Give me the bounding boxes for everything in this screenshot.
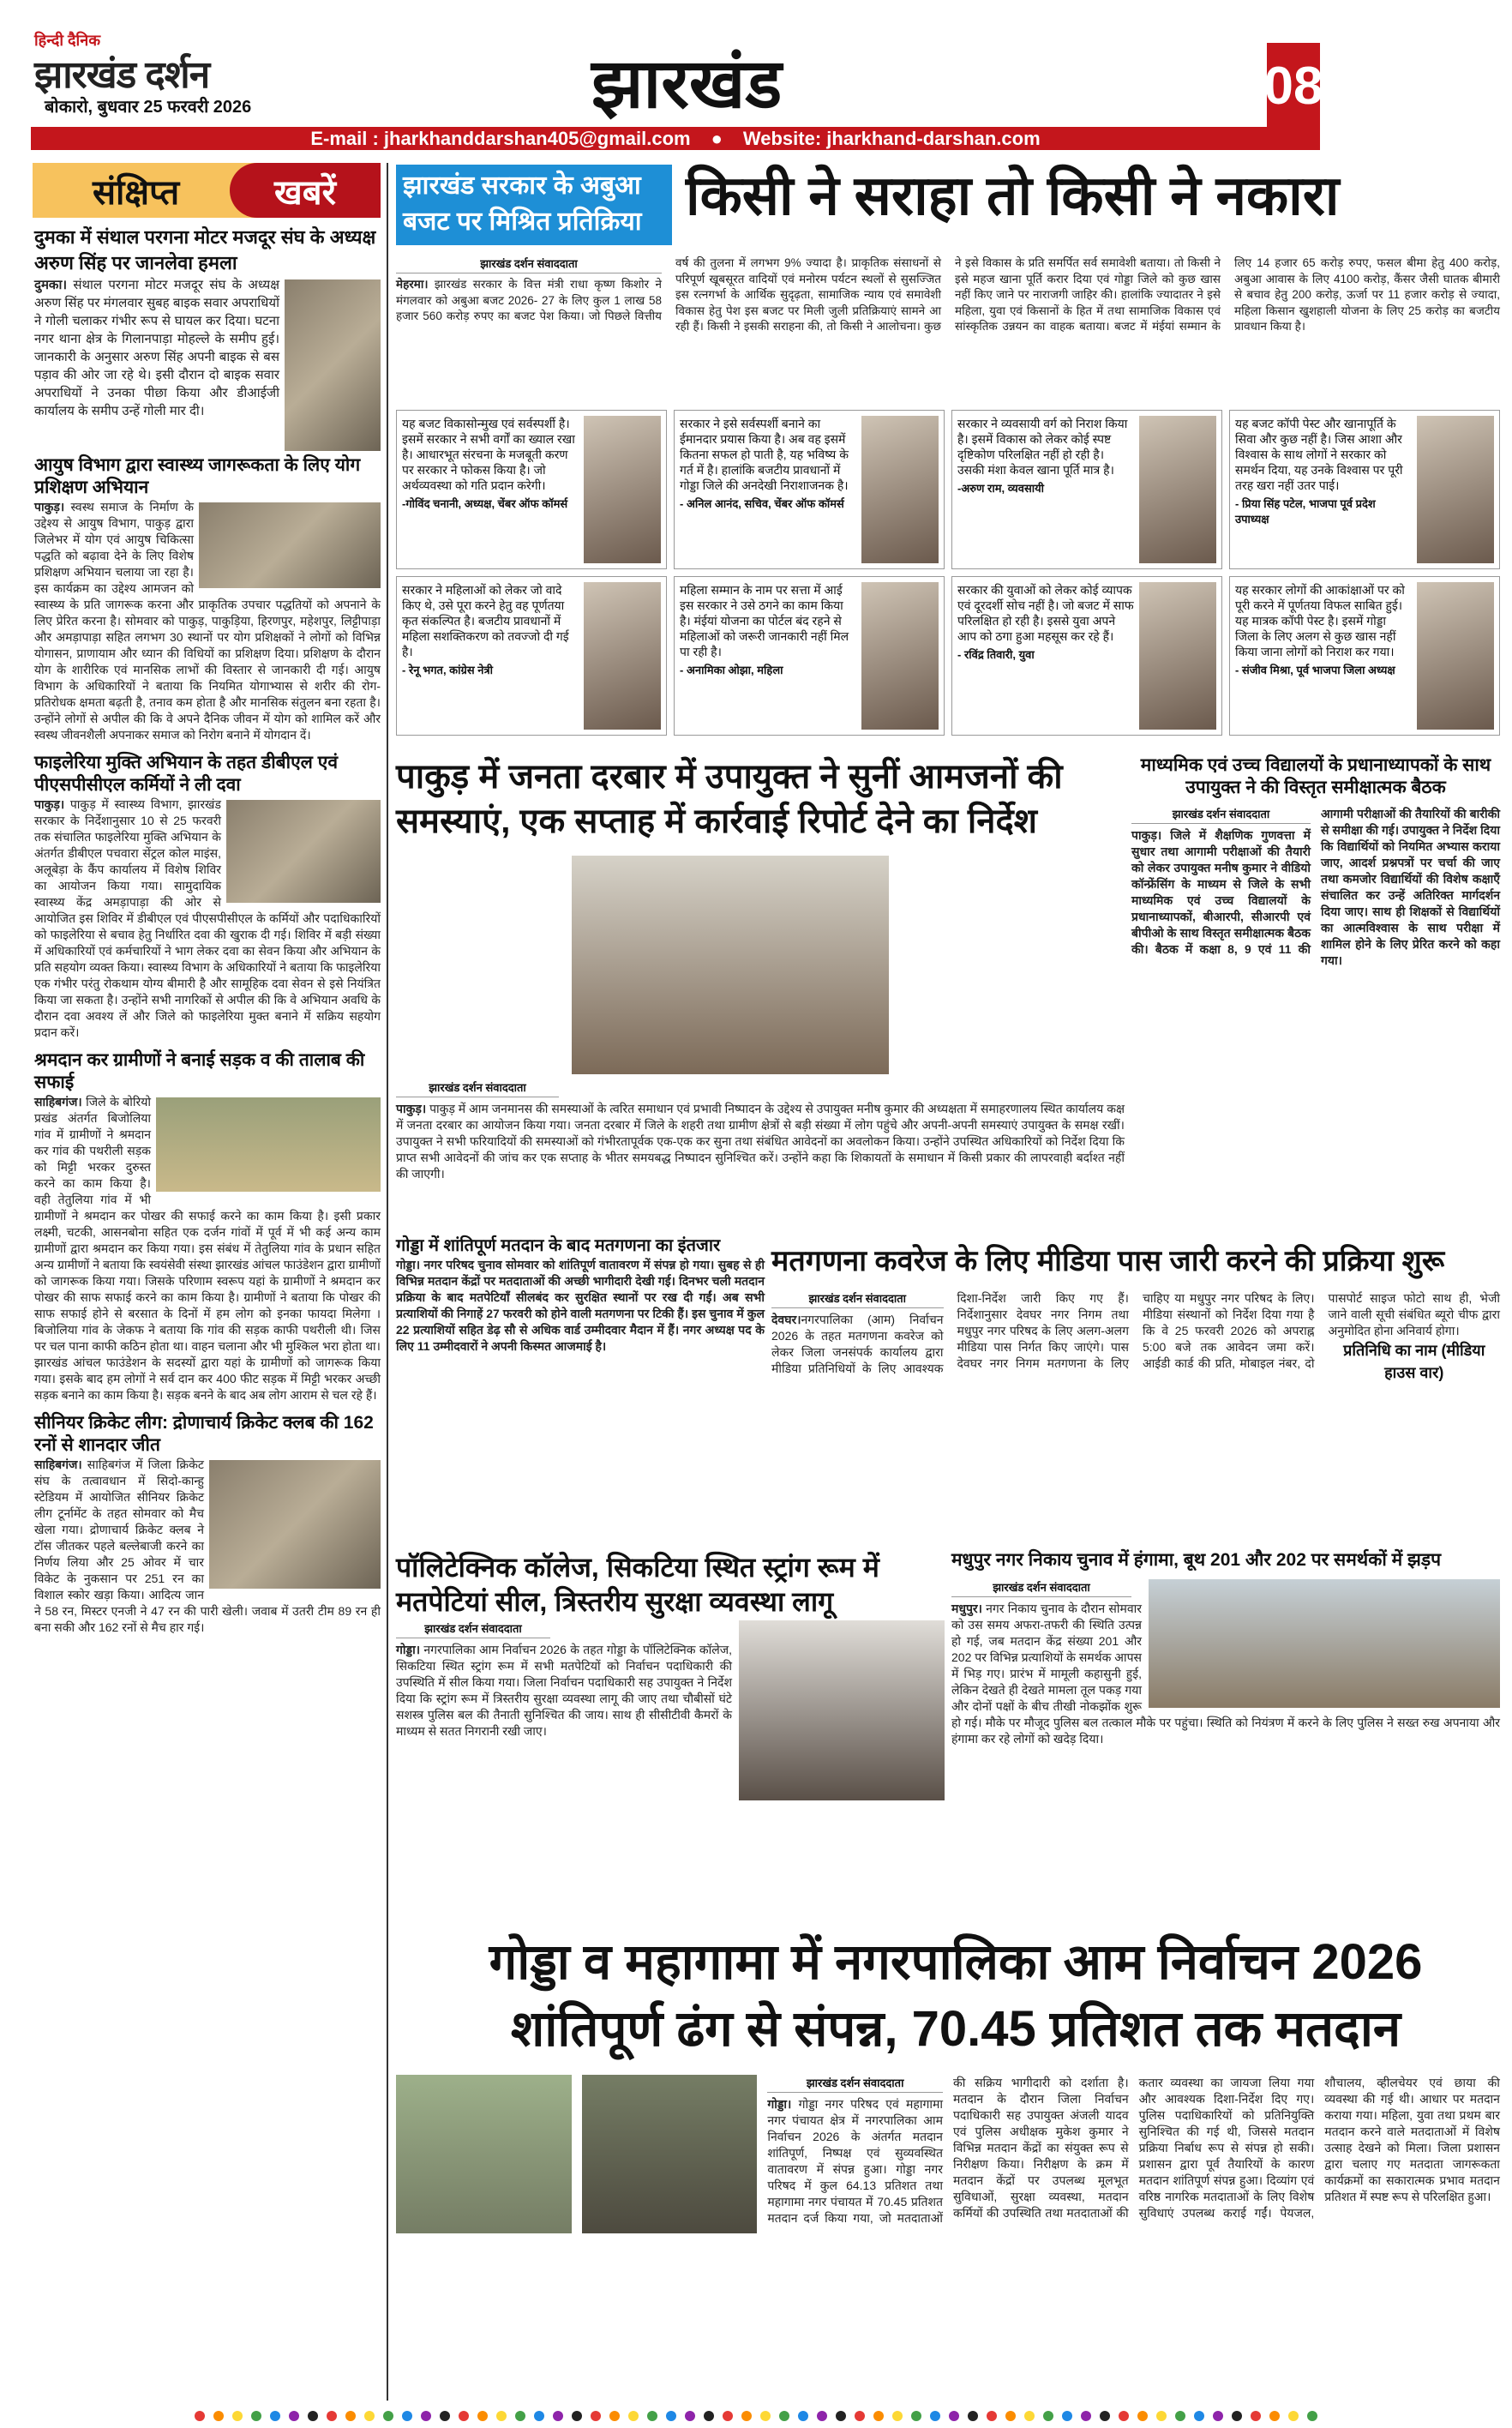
footer-dot (760, 2411, 771, 2421)
article-headline: गोड्डा में शांतिपूर्ण मतदान के बाद मतगणना का इंतजार (396, 1236, 721, 1255)
lead-headline (411, 1929, 1500, 2063)
reaction-quote (1229, 576, 1500, 736)
footer-dot (1137, 2411, 1148, 2421)
tagline: हिन्दी दैनिक (34, 32, 101, 49)
article-photo (226, 800, 381, 903)
footer-dot (704, 2411, 714, 2421)
brief-article (34, 454, 381, 743)
footer-dot (232, 2411, 243, 2421)
footer-dot-strip (0, 2411, 1512, 2421)
footer-dot (383, 2411, 393, 2421)
article-photo (396, 2075, 757, 2233)
footer-dot (609, 2411, 620, 2421)
quote-author: - प्रिया सिंह पटेल, भाजपा पूर्व प्रदेश उपाध्यक्ष (1235, 497, 1376, 526)
byline: झारखंड दर्शन संवाददाता (396, 1620, 550, 1638)
reaction-quote (1229, 410, 1500, 569)
quote-text: सरकार की युवाओं को लेकर कोई व्यापक एवं दूरदर्शी सोच नहीं है। जो बजट में साफ परिलक्षित हो रही है। इससे युवा अपने आप को ठगा हुआ महसूस कर रहे हैं। (957, 583, 1134, 643)
article-headline: फाइलेरिया मुक्ति अभियान के तहत डीबीएल एवं पीएसपीसीएल कर्मियों ने ली दवा (34, 753, 339, 795)
madhupur-headline: मधुपुर नगर निकाय चुनाव में हंगामा, बूथ 201 और 202 पर समर्थकों में झड़प (951, 1550, 1442, 1570)
article-headline: माध्यमिक एवं उच्च विद्यालयों के प्रधानाध्यापकों के साथ उपायुक्त ने की विस्तृत समीक्षात्मक बैठक (1140, 755, 1491, 797)
footer-dot (1119, 2411, 1129, 2421)
article-photo (285, 279, 381, 451)
article-body: गोड्डा नगर परिषद एवं महागामा नगर पंचायत क्षेत्र में नगरपालिका आम निर्वाचन 2026 के अंतर्गत मतदान शांतिपूर्ण, निष्पक्ष एवं सुव्यवस्थित वातावरण में संपन्न हुआ। गोड्डा नगर परिषद में कुल 64.13 प्रतिशत तथा महागामा नगर पंचायत में 70.45 प्रतिशत मतदान दर्ज किया गया, जो मतदाताओं की सक्रिय भागीदारी को दर्शाता है। मतदान के दौरान जिला निर्वाचन पदाधिकारी सह उपायुक्त अंजली यादव एवं पुलिस अधीक्षक मुकेश कुमार ने विभिन्न मतदान केंद्रों का संयुक्त रूप से निरीक्षण किया। निरीक्षण के क्रम में मतदान केंद्रों पर उपलब्ध मूलभूत सुविधाओं, सुरक्षा व्यवस्था, मतदान कर्मियों की उपस्थिति तथा मतदाताओं की कतार व्यवस्था का जायजा लिया गया और आवश्यक दिशा-निर्देश दिए गए। पुलिस पदाधिकारियों को प्रतिनियुक्ति सुनिश्चित की गई थी, जिससे मतदान प्रक्रिया निर्बाध रूप से संपन्न हो सकी। प्रशासन द्वारा पूर्व तैयारियों के कारण मतदान शांतिपूर्ण संपन्न हुआ। दिव्यांग एवं वरिष्ठ नागरिक मतदाताओं के लिए विशेष सुविधाएं उपलब्ध कराई गईं। पेयजल, शौचालय, व्हीलचेयर एवं छाया की व्यवस्था की गई थी। आधार पर मतदान कराया गया। महिला, युवा तथा प्रथम बार मतदान करने वाले मतदाताओं में विशेष उत्साह देखने को मिला। जिला प्रशासन द्वारा चलाए गए मतदाता जागरूकता कार्यक्रमों का सकारात्मक प्रभाव मतदान प्रतिशत में स्पष्ट रूप से परिलक्षित हुआ। (767, 2076, 1500, 2225)
article-body: स्वस्थ समाज के निर्माण के उद्देश्य से आयुष विभाग, पाकुड़ द्वारा जिलेभर में योग एवं आयुष चिकित्सा पद्धति को बढ़ावा देने के लिए विशेष प्रशिक्षण अभियान चलाया जा रहा है। इस कार्यक्रम का उद्देश्य आमजन को स्वास्थ्य के प्रति जागरूक करना और प्राकृतिक उपचार पद्धतियों को अपनाने के लिए प्रेरित करना है। सोमवार को पाकुड़, पाकुड़िया, हिरणपुर, महेशपुर, लिट्टीपाड़ा और अमड़ापाड़ा सहित लगभग 30 स्थानों पर योग प्रशिक्षकों ने लोगों को विभिन्न योगासन, प्राणायाम और ध्यान की विधियों का प्रशिक्षण दिया। प्रशिक्षण के दौरान योग के शारीरिक एवं मानसिक लाभों की विस्तार से जानकारी दी गई। आयुष विभाग के अधिकारियों ने बताया कि नियमित योगाभ्यास से शरीर की रोग-प्रतिरोधक क्षमता बढ़ती है, तनाव कम होता है और मानसिक संतुलन बना रहता है। उन्होंने लोगों से अपील की कि वे अपने दैनिक जीवन में योग को शामिल करें और स्वस्थ जीवनशैली अपनाकर समाज को निरोग बनाने में योगदान दें। (34, 500, 381, 742)
article-body: नगरपालिका (आम) निर्वाचन 2026 के तहत मतगणना कवरेज को लेकर जिला जनसंपर्क कार्यालय द्वारा मीडिया प्रतिनिधियों के लिए आवश्यक दिशा-निर्देश जारी किए गए हैं। निर्देशानुसार देवघर नगर निगम तथा मधुपुर नगर परिषद के लिए अलग-अलग मीडिया पास निर्गत किए जाएंगे। पास देवघर नगर निगम मतगणना के लिए चाहिए या मधुपुर नगर परिषद के लिए। मीडिया संस्थानों को निर्देश दिया गया है कि वे 25 फरवरी 2026 को अपराह्न 5:00 बजे तक आवेदन जमा करें। आईडी कार्ड की प्रति, मोबाइल नंबर, दो पासपोर्ट साइज फोटो साथ ही, भेजी जाने वाली सूची संबंधित ब्यूरो चीफ द्वारा अनुमोदित होना अनिवार्य होगा। (771, 1291, 1500, 1375)
footer-dot (1213, 2411, 1223, 2421)
brief-article (34, 1049, 381, 1403)
footer-dot (930, 2411, 940, 2421)
footer-dot (666, 2411, 676, 2421)
quote-author: -अरुण राम, व्यवसायी (957, 482, 1045, 495)
budget-kicker-box: झारखंड सरकार के अबुआ बजट पर मिश्रित प्रतिक्रिया (396, 165, 672, 245)
byline: झारखंड दर्शन संवाददाता (771, 1290, 944, 1308)
byline: झारखंड दर्शन संवाददाता (951, 1579, 1131, 1597)
section-title: झारखंड (591, 45, 783, 122)
footer-dot (213, 2411, 224, 2421)
dateline-place: पाकुड़। (396, 1102, 427, 1115)
budget-headline: किसी ने सराहा तो किसी ने नकारा (686, 165, 1340, 226)
author-photo (584, 416, 661, 563)
footer-dot (798, 2411, 808, 2421)
quote-author: -गोविंद चनानी, अध्यक्ष, चेंबर ऑफ कॉमर्स (402, 497, 568, 510)
page-number: 08 (1267, 43, 1320, 129)
reaction-quote (951, 576, 1222, 736)
author-photo (1139, 416, 1216, 563)
footer-dot (1043, 2411, 1053, 2421)
dateline-place: गोड्डा। (396, 1258, 421, 1271)
article-photo (572, 856, 889, 1074)
bullet-icon: ● (711, 127, 723, 149)
madhupur-article (951, 1579, 1500, 1914)
footer-dot (421, 2411, 431, 2421)
footer-dot (911, 2411, 921, 2421)
footer-dot (892, 2411, 903, 2421)
reaction-quote (396, 576, 667, 736)
quote-text: महिला सम्मान के नाम पर सत्ता में आई इस सरकार ने उसे ठगने का काम किया है। मंईयां योजना का पोर्टल बंद रहने से महिलाओं को जरूरी जानकारी नहीं मिल पा रही है। (680, 583, 849, 658)
footer-dot (515, 2411, 525, 2421)
footer-dot (477, 2411, 488, 2421)
article-headline: दुमका में संथाल परगना मोटर मजदूर संघ के अध्यक्ष अरुण सिंह पर जानलेवा हमला (34, 226, 376, 273)
quote-author: - अनिल आनंद, सचिव, चेंबर ऑफ कॉमर्स (680, 497, 844, 510)
footer-dot (1194, 2411, 1204, 2421)
dateline-place: साहिबगंज। (34, 1457, 82, 1471)
quote-text: यह बजट कॉपी पेस्ट और खानापूर्ति के सिवा और कुछ नहीं है। जिस आशा और विश्वास के साथ लोगों ने सरकार को समर्थन दिया, यह उनके विश्वास पर पूरी तरह खरा नहीं उतर पाई। (1235, 417, 1403, 492)
author-photo (861, 416, 939, 563)
article-photo (199, 502, 381, 588)
quote-text: यह बजट विकासोन्मुख एवं सर्वस्पर्शी है। इसमें सरकार ने सभी वर्गों का ख्याल रखा है। आधारभूत संरचना के मजबूती करण पर सरकार ने फोकस किया है। जो अर्थव्यवस्था को गति प्रदान करेगी। (402, 417, 575, 492)
footer-dot (1081, 2411, 1091, 2421)
footer-dot (1156, 2411, 1167, 2421)
footer-dot (685, 2411, 695, 2421)
godda-vote-article (396, 1235, 765, 1543)
footer-dot (741, 2411, 752, 2421)
author-photo (1417, 416, 1494, 563)
article-body: जिले में शैक्षणिक गुणवत्ता में सुधार तथा आगामी परीक्षाओं की तैयारी को लेकर उपायुक्त मनीष कुमार ने वीडियो कॉन्फ्रेंसिंग के माध्यम से जिले के सभी माध्यमिक एवं उच्च विद्यालयों के प्रधानाध्यापकों, बीआरपी, सीआरपी एवं बीपीओ के साथ विस्तृत समीक्षात्मक बैठक की। बैठक में कक्षा 8, 9 एवं 11 की आगामी परीक्षाओं की तैयारियों की बारीकी से समीक्षा की गई। उपायुक्त ने निर्देश दिया कि विद्यार्थियों को नियमित अभ्यास कराया जाए, आदर्श प्रश्नपत्रों पर चर्चा की जाए तथा कमजोर विद्यार्थियों की विशेष कक्षाएँ संचालित कर उन्हें अतिरिक्त मार्गदर्शन दिया जाए। साथ ही शिक्षकों से विद्यार्थियों का आत्मविश्वास के साथ परीक्षा में शामिल होने के लिए प्रेरित करने को कहा गया। (1131, 807, 1500, 967)
dateline-place: मधुपुर। (951, 1602, 982, 1615)
footer-dot (1232, 2411, 1242, 2421)
footer-dot (289, 2411, 299, 2421)
byline: झारखंड दर्शन संवाददाता (767, 2075, 943, 2093)
pakur-headline: पाकुड़ में जनता दरबार में उपायुक्त ने सुनीं आमजनों की समस्याएं, एक सप्ताह में कार्रवाई रिपोर्ट देने का निर्देश (396, 758, 1063, 840)
lead-article (396, 2075, 1500, 2401)
dateline-place: गोड्डा। (767, 2097, 792, 2111)
brief-article (34, 225, 381, 420)
footer-dot (1175, 2411, 1185, 2421)
footer-dot (364, 2411, 375, 2421)
reaction-quote (674, 576, 945, 736)
quote-text: सरकार ने व्यवसायी वर्ग को निराश किया है। इसमें विकास को लेकर कोई स्पष्ट दृष्टिकोण परिलक्षित नहीं हो रही है। उसकी मंशा केवल खाना पूर्ति मात्र है। (957, 417, 1128, 477)
article-body: पाकुड़ में आम जनमानस की समस्याओं के त्वरित समाधान एवं प्रभावी निष्पादन के उद्देश्य से उपायुक्त मनीष कुमार की अध्यक्षता में समाहरणालय स्थित कार्यालय कक्ष में जनता दरबार का आयोजन किया गया। जनता दरबार में जिले के शहरी तथा ग्रामीण क्षेत्रों से बड़ी संख्या में लोग पहुंचे और अपनी-अपनी समस्याएं उपायुक्त के समक्ष रखीं। उपायुक्त ने सभी फरियादियों की समस्याओं को गंभीरतापूर्वक एक-एक कर सुना तथा संबंधित आवेदनों का अवलोकन किया। उन्होंने उपस्थित अधिकारियों को निर्देश दिया कि प्राप्त सभी आवेदनों की जांच कर एक सप्ताह के भीतर समयबद्ध निष्पादन सुनिश्चित करें। उन्होंने कहा कि शिकायतों के समाधान में किसी प्रकार की लापरवाही बर्दाश्त नहीं की जाएगी। (396, 1102, 1125, 1181)
quote-text: सरकार ने महिलाओं को लेकर जो वादे किए थे, उसे पूरा करने हेतु वह पूर्णतया कृत संकल्पित है। बजटीय प्रावधानों में महिला सशक्तिकरण को तवज्जो दी गई है। (402, 583, 569, 658)
footer-dot (591, 2411, 601, 2421)
schools-article (1131, 754, 1500, 1235)
footer-dot (496, 2411, 507, 2421)
footer-dot (195, 2411, 205, 2421)
quote-author: - रेनू भगत, कांग्रेस नेत्री (402, 664, 494, 676)
dateline-place: पाकुड़। (1131, 828, 1162, 842)
article-photo (209, 1460, 381, 1589)
article-headline: सीनियर क्रिकेट लीग: द्रोणाचार्य क्रिकेट क्लब की 162 रनों से शानदार जीत (34, 1413, 374, 1455)
dateline-place: पाकुड़। (34, 500, 65, 514)
footer-dot (987, 2411, 997, 2421)
dateline-place: दुमका। (34, 278, 68, 292)
footer-dot (647, 2411, 657, 2421)
subheading: प्रतिनिधि का नाम (मीडिया हाउस वार) (1343, 1342, 1485, 1381)
article-headline: आयुष विभाग द्वारा स्वास्थ्य जागरूकता के लिए योग प्रशिक्षण अभियान (34, 455, 361, 497)
pakur-article (396, 856, 1125, 1233)
footer-dot (402, 2411, 412, 2421)
contact-bar (31, 127, 1320, 150)
footer-dot (308, 2411, 318, 2421)
reaction-quotes (396, 410, 1500, 736)
footer-dot (1100, 2411, 1110, 2421)
brief-label: संक्षिप्त (93, 173, 180, 212)
footer-dot (723, 2411, 733, 2421)
quote-author: - रविंद्र तिवारी, युवा (957, 648, 1035, 661)
article-headline: श्रमदान कर ग्रामीणों ने बनाई सड़क व की तालाब की सफाई (34, 1050, 365, 1092)
footer-dot (855, 2411, 865, 2421)
brief-news-banner (33, 163, 381, 218)
footer-dot (572, 2411, 582, 2421)
author-photo (1417, 582, 1494, 730)
polytechnic-article (396, 1620, 945, 1912)
article-body: जिले के बोरियो प्रखंड अंतर्गत बिजोलिया गांव में ग्रामीणों ने श्रमदान कर गांव की पथरीली सड़क को मिट्टी भरकर दुरुस्त करने का काम किया है। वही तेतुलिया गांव में भी ग्रामीणों ने श्रमदान कर पोखर की सफाई करने का काम किया है। इसी प्रकार लक्ष्मी, चटकी, आसनबोना सहित एक दर्जन गांवों में पूर्व में भी कई अन्य काम ग्रामीणों द्वारा श्रमदान कर किया गया। इस संबंध में तेतुलिया गांव के प्रधान सहित अन्य ग्रामीणों ने बताया कि स्वयंसेवी संस्था झारखंड आंचल फाउंडेशन द्वारा ग्रामीणों को जागरूक किया गया। जिसके परिणाम स्वरूप यहां के ग्रामीणों ने श्रमदान कर पोखर की साफ सफाई करने का काम किया है। ग्रामीणों ने बताया कि पोखर की साफ सफाई होने से बरसात के दिनों में हम लोग को इनका फायदा मिलेगा । बिजोलिया गांव के जेकफ ने बताया कि गांव की सड़क काफी पथरीली थी। जिस पर चल पाना काफी कठिन होता था। वाहन चलाना और भी मुश्किल भरा होता था। झारखंड आंचल फाउंडेशन के सदस्यों द्वारा यहां के ग्रामीणों को जागरूक किया गया। इसके बाद हम लोगों ने सर्व दान कर 400 फीट सड़क में मिट्टी भरकर अच्छी सड़क बनाने का काम किया है। सड़क बनने के बाद अब लोग आराम से चल रहे हैं। (34, 1095, 381, 1402)
footer-dot (968, 2411, 978, 2421)
article-body: नगर निकाय चुनाव के दौरान सोमवार को उस समय अफरा-तफरी की स्थिति उत्पन्न हो गई, जब मतदान केंद्र संख्या 201 और 202 पर विभिन्न प्रत्याशियों के समर्थक आपस में भिड़ गए। प्रारंभ में मामूली कहासुनी हुई, लेकिन देखते ही देखते मामला तूल पकड़ गया और दोनों पक्षों के बीच तीखी नोकझोंक शुरू हो गई। मौके पर मौजूद पुलिस बल तत्काल मौके पर पहुंचा। स्थिति को नियंत्रण में करने के लिए पुलिस ने सख्त रुख अपनाया और हंगामा कर रहे लोगों को खदेड़ दिया। (951, 1602, 1501, 1746)
byline: झारखंड दर्शन संवाददाता (396, 856, 559, 1097)
article-body: झारखंड सरकार के वित्त मंत्री राधा कृष्ण किशोर ने मंगलवार को अबुआ बजट 2026- 27 के लिए कुल 1 लाख 58 हजार 560 करोड़ रुपए का बजट पेश किया। जो पिछले वित्तीय वर्ष की तुलना में लगभग 9% ज्यादा है। प्राकृतिक संसाधनों से परिपूर्ण खूबसूरत वादियों एवं मनोरम पर्यटन स्थलों से सुसज्जित इस रत्नगर्भा के आर्थिक सुदृढ़ता, सामाजिक न्याय एवं समावेशी विकास हेतु पेश इस बजट पर मिली जुली प्रतिक्रियाएं सामने आ रही हैं। किसी ने इसकी सराहना की, तो किसी ने आलोचना। कुछ ने इसे विकास के प्रति समर्पित सर्व समावेशी बताया। तो किसी ने इसे महज खाना पूर्ति करार दिया एवं गोड्डा जिले को कुछ खास नहीं किए जाने पर नाराजगी जाहिर की। हालांकि ज्यादातर ने इसे महिला, युवा एवं किसानों के हित में तथा सामाजिक विकास एवं सांस्कृतिक उन्नयन का वाहक बताया। बजट में मंईयां सम्मान के लिए 14 हजार 65 करोड़ रुपए, फसल बीमा हेतु 400 करोड़, अबुआ आवास के लिए 4100 करोड़, कैंसर जैसी घातक बीमारी से बचाव हेतु 200 करोड़, ऊर्जा पर 11 हजार करोड़ से ज्यादा, महिला किसान खुशहाली योजना के लिए 25 करोड़ का बजटीय प्रावधान किया है। (396, 256, 1500, 333)
reaction-quote (951, 410, 1222, 569)
article-photo (156, 1097, 381, 1192)
article-body: संथाल परगना मोटर मजदूर संघ के अध्यक्ष अरुण सिंह पर मंगलवार सुबह बाइक सवार अपराधियों ने गोली चलाकर गंभीर रूप से घायल कर दिया। घटना नगर थाना क्षेत्र के गिलानपाड़ा मोहल्ले के समीप हुई। जानकारी के अनुसार अरुण सिंह अपनी बाइक से बस पड़ाव की ओर जा रहे थे। इसी दौरान दो बाइक सवार अपराधियों ने उनका पीछा किया और डीआईजी कार्यालय के समीप उन्हें गोली मार दी। (34, 278, 279, 418)
author-photo (1139, 582, 1216, 730)
dateline-place: मेहरमा। (396, 278, 429, 291)
quote-author: - अनामिका ओझा, महिला (680, 664, 783, 676)
brief-article (34, 1412, 381, 1636)
dateline-place: पाकुड़। (34, 797, 65, 811)
footer-dot (459, 2411, 469, 2421)
footer-dot (270, 2411, 280, 2421)
author-photo (584, 582, 661, 730)
polytechnic-headline: पॉलिटेक्निक कॉलेज, सिकटिया स्थित स्ट्रांग रूम में मतपेटियां सील, त्रिस्तरीय सुरक्षा व्यवस्था लागू (396, 1552, 879, 1617)
article-body: पाकुड़ में स्वास्थ्य विभाग, झारखंड सरकार के निर्देशानुसार 10 से 25 फरवरी तक संचालित फाइलेरिया मुक्ति अभियान के अंतर्गत डीबीएल पचवारा सेंट्रल कोल माइंस, अलूबेड़ा के कैंप कार्यालय में विशेष शिविर का आयोजन किया गया। सामुदायिक स्वास्थ्य केंद्र अमड़ापाड़ा की ओर से आयोजित इस शिविर में डीबीएल एवं पीएसपीसीएल के कर्मियों और पदाधिकारियों को फाइलेरिया से बचाव हेतु निर्धारित दवा की खुराक दी गई। शिविर में बड़ी संख्या में अधिकारियों एवं कर्मचारियों ने भाग लेकर दवा का सेवन किया और अभियान के प्रति सहयोग व्यक्त किया। स्वास्थ्य विभाग के अधिकारियों ने बताया कि फाइलेरिया एक गंभीर परंतु रोकथाम योग्य बीमारी है और सामूहिक दवा सेवन से इसे नियंत्रित किया जा सकता है। उन्होंने सभी नागरिकों से अपील की कि वे अभियान अवधि के दौरान दवा अवश्य लें और जिले को फाइलेरिया मुक्त बनाने में सक्रिय सहयोग प्रदान करें। (34, 797, 381, 1039)
author-photo (861, 582, 939, 730)
quote-text: सरकार ने इसे सर्वस्पर्शी बनाने का ईमानदार प्रयास किया है। अब वह इसमें कितना सफल हो पाती है, यह भविष्य के गर्त में है। हालांकि बजटीय प्रावधानों में गोड्डा जिले की अनदेखी निराशाजनक है। (680, 417, 849, 492)
dateline: बोकारो, बुधवार 25 फरवरी 2026 (45, 98, 252, 117)
newspaper-logo: झारखंड दर्शन (34, 54, 210, 96)
reaction-quote (396, 410, 667, 569)
dateline-place: साहिबगंज। (34, 1095, 82, 1109)
dateline-place: गोड्डा। (396, 1643, 421, 1656)
brief-article (34, 752, 381, 1041)
brief-news-column (34, 225, 381, 1636)
footer-dot (1288, 2411, 1299, 2421)
footer-dot (779, 2411, 789, 2421)
media-pass-article (771, 1290, 1500, 1539)
lead-headline-line: शांतिपूर्ण ढंग से संपन्न, 70.45 प्रतिशत तक मतदान (510, 2001, 1401, 2057)
reaction-quote (674, 410, 945, 569)
budget-article (396, 255, 1500, 401)
byline: झारखंड दर्शन संवाददाता (1131, 806, 1311, 824)
media-pass-headline: मतगणना कवरेज के लिए मीडिया पास जारी करने की प्रक्रिया शुरू (771, 1245, 1445, 1277)
footer-dot (1024, 2411, 1035, 2421)
lead-headline-line: गोड्डा व महागामा में नगरपालिका आम निर्वाचन 2026 (489, 1934, 1423, 1990)
article-photo (739, 1620, 945, 1800)
footer-dot (440, 2411, 450, 2421)
footer-dot (949, 2411, 959, 2421)
footer-dot (251, 2411, 261, 2421)
footer-dot (345, 2411, 356, 2421)
news-label: खबरें (230, 163, 381, 218)
footer-dot (817, 2411, 827, 2421)
footer-dot (1251, 2411, 1261, 2421)
article-photo (1149, 1579, 1500, 1708)
footer-dot (873, 2411, 884, 2421)
dateline-place: देवघर। (771, 1313, 801, 1326)
footer-dot (534, 2411, 544, 2421)
website-link[interactable]: Website: jharkhand-darshan.com (742, 127, 1041, 149)
footer-dot (1005, 2411, 1016, 2421)
quote-author: - संजीव मिश्रा, पूर्व भाजपा जिला अध्यक्ष (1235, 664, 1395, 676)
footer-dot (327, 2411, 337, 2421)
email-link[interactable]: E-mail : jharkhanddarshan405@gmail.com (310, 127, 691, 149)
footer-dot (1269, 2411, 1280, 2421)
byline: झारखंड दर्शन संवाददाता (396, 255, 662, 273)
footer-dot (553, 2411, 563, 2421)
article-body: नगरपालिका आम निर्वाचन 2026 के तहत गोड्डा के पॉलिटेक्निक कॉलेज, सिकटिया स्थित स्ट्रांग रूम में सभी मतपेटियों को निर्वाचन पदाधिकारी की उपस्थिति में सील किया गया। जिला निर्वाचन पदाधिकारी सह उपायुक्त ने निर्देश दिया कि स्ट्रांग रूम में त्रिस्तरीय सुरक्षा व्यवस्था लागू की जाए तथा चौबीसों घंटे सशस्त्र पुलिस बल की तैनाती सुनिश्चित की जाय। साथ ही सीसीटीवी कैमरों के माध्यम से सतत निगरानी रखी जाए। (396, 1643, 732, 1738)
column-divider (387, 163, 388, 2401)
article-body: साहिबगंज में जिला क्रिकेट संघ के तत्वावधान में सिदो-कान्हु स्टेडियम में आयोजित सीनियर क्रिकेट लीग टूर्नामेंट के तहत सोमवार को मैच खेला गया। द्रोणाचार्य क्रिकेट क्लब ने टॉस जीतकर पहले बल्लेबाजी करने का निर्णय लिया और 25 ओवर में चार विकेट के नुकसान पर 251 रन का विशाल स्कोर खड़ा किया। आदित्य जान ने 58 रन, मिस्टर एनजी ने 47 रन की पारी खेली। जवाब में उतरी टीम 89 रन ही बना सकी और 162 रनों से मैच हार गई। (34, 1457, 381, 1634)
footer-dot (836, 2411, 846, 2421)
footer-dot (1062, 2411, 1072, 2421)
footer-dot (1307, 2411, 1317, 2421)
footer-dot (628, 2411, 639, 2421)
quote-text: यह सरकार लोगों की आकांक्षाओं पर को पूरी करने में पूर्णतया विफल साबित हुई। यह मात्रक कॉपी पेस्ट है। इसमें गोड्डा जिला के लिए अलग से कुछ खास नहीं किया जाना लोगों को निराश कर गया। (1235, 583, 1405, 658)
article-body: नगर परिषद चुनाव सोमवार को शांतिपूर्ण वातावरण में संपन्न हो गया। सुबह से ही विभिन्न मतदान केंद्रों पर मतदाताओं की अच्छी भागीदारी देखी गई। दिनभर चली मतदान प्रक्रिया के बाद मतपेटियाँ सीलबंद कर सुरक्षित स्थानों पर रख दी गईं। अब सभी प्रत्याशियों की निगाहें 27 फरवरी को होने वाली मतगणना पर टिकी हैं। इस चुनाव में कुल 22 प्रत्याशियों सहित डेढ़ सौ से अधिक वार्ड उम्मीदवार मैदान में हैं। नगर अध्यक्ष पद के लिए 11 उम्मीदवारों ने अपनी किस्मत आजमाई है। (396, 1258, 765, 1353)
